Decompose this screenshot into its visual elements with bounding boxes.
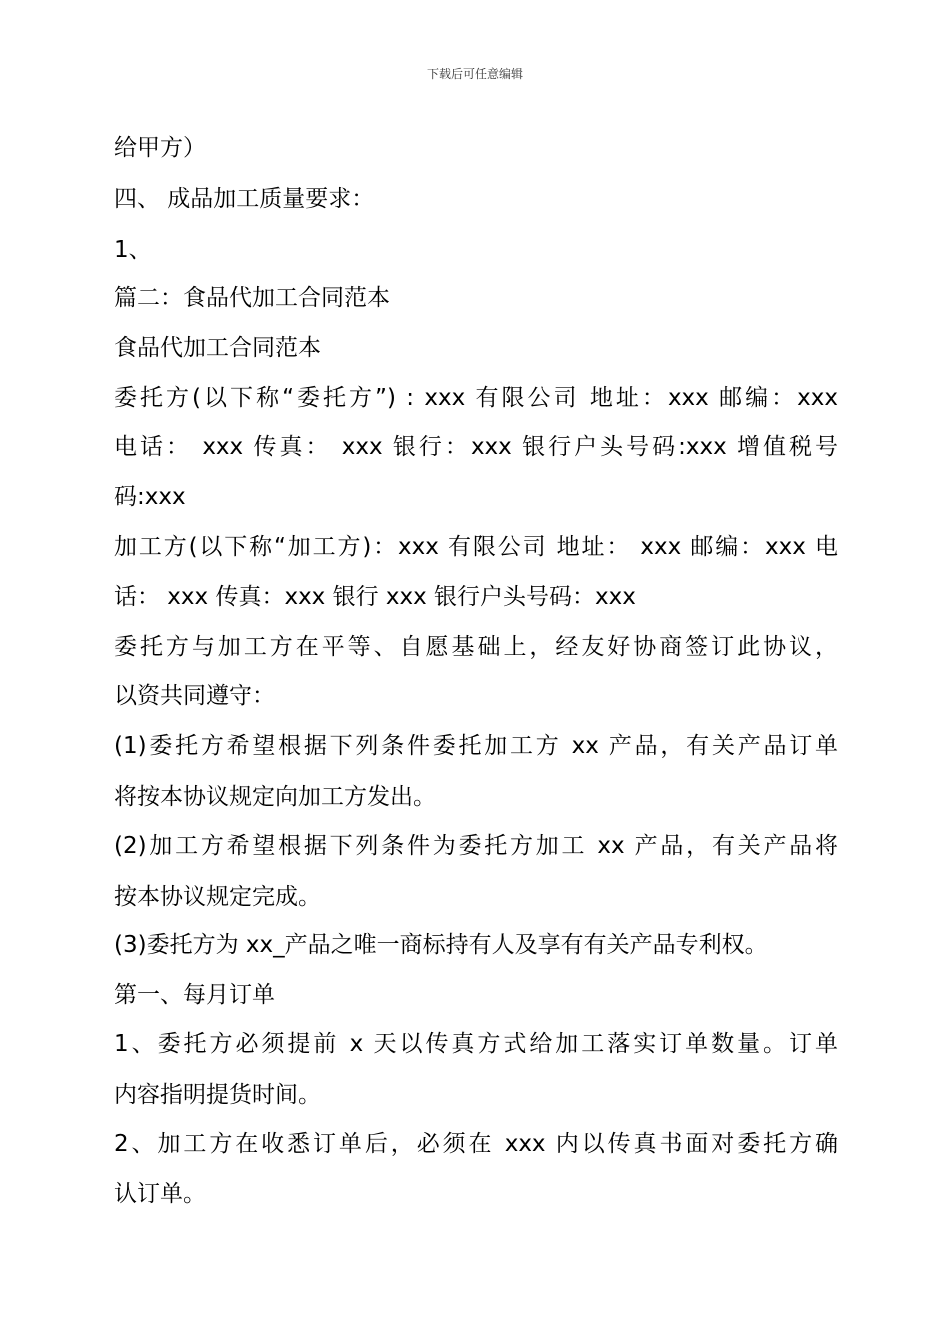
- page-header-note: 下载后可任意编辑: [426, 67, 523, 81]
- text-line: 以资共同遵守：: [114, 683, 275, 709]
- section-heading: 第一、每月订单: [114, 982, 275, 1008]
- text-line: (3)委托方为 xx_产品之唯一商标持有人及享有有关产品专利权。: [114, 932, 768, 958]
- text-line: 认订单。: [114, 1181, 206, 1207]
- text-line: 1、委托方必须提前 x 天以传真方式给加工落实订单数量。订单: [114, 1031, 838, 1057]
- chapter-heading: 篇二：食品代加工合同范本: [114, 285, 390, 311]
- text-line: 加工方(以下称“加工方)：xxx 有限公司 地址： xxx 邮编：xxx 电: [114, 534, 838, 560]
- text-line: 话： xxx 传真：xxx 银行 xxx 银行户头号码：xxx: [114, 584, 636, 610]
- text-line: 委托方与加工方在平等、自愿基础上，经友好协商签订此协议，: [114, 634, 838, 660]
- text-line: 电话： xxx 传真： xxx 银行：xxx 银行户头号码:xxx 增值税号: [114, 434, 838, 460]
- text-line: (2)加工方希望根据下列条件为委托方加工 xx 产品，有关产品将: [114, 833, 838, 859]
- text-line: (1)委托方希望根据下列条件委托加工方 xx 产品，有关产品订单: [114, 733, 838, 759]
- text-line: 按本协议规定完成。: [114, 884, 321, 910]
- text-line: 将按本协议规定向加工方发出。: [114, 784, 436, 810]
- text-line: 1、: [114, 237, 152, 263]
- text-line: 内容指明提货时间。: [114, 1082, 321, 1108]
- text-line: 码:xxx: [114, 484, 186, 510]
- text-line: 委托方(以下称“委托方”) : xxx 有限公司 地址：xxx 邮编：xxx: [114, 385, 838, 411]
- document-title: 食品代加工合同范本: [114, 335, 321, 361]
- section-heading: 四、 成品加工质量要求：: [114, 186, 375, 212]
- text-line: 2、加工方在收悉订单后，必须在 xxx 内以传真书面对委托方确: [114, 1131, 838, 1157]
- text-line: 给甲方）: [114, 135, 206, 161]
